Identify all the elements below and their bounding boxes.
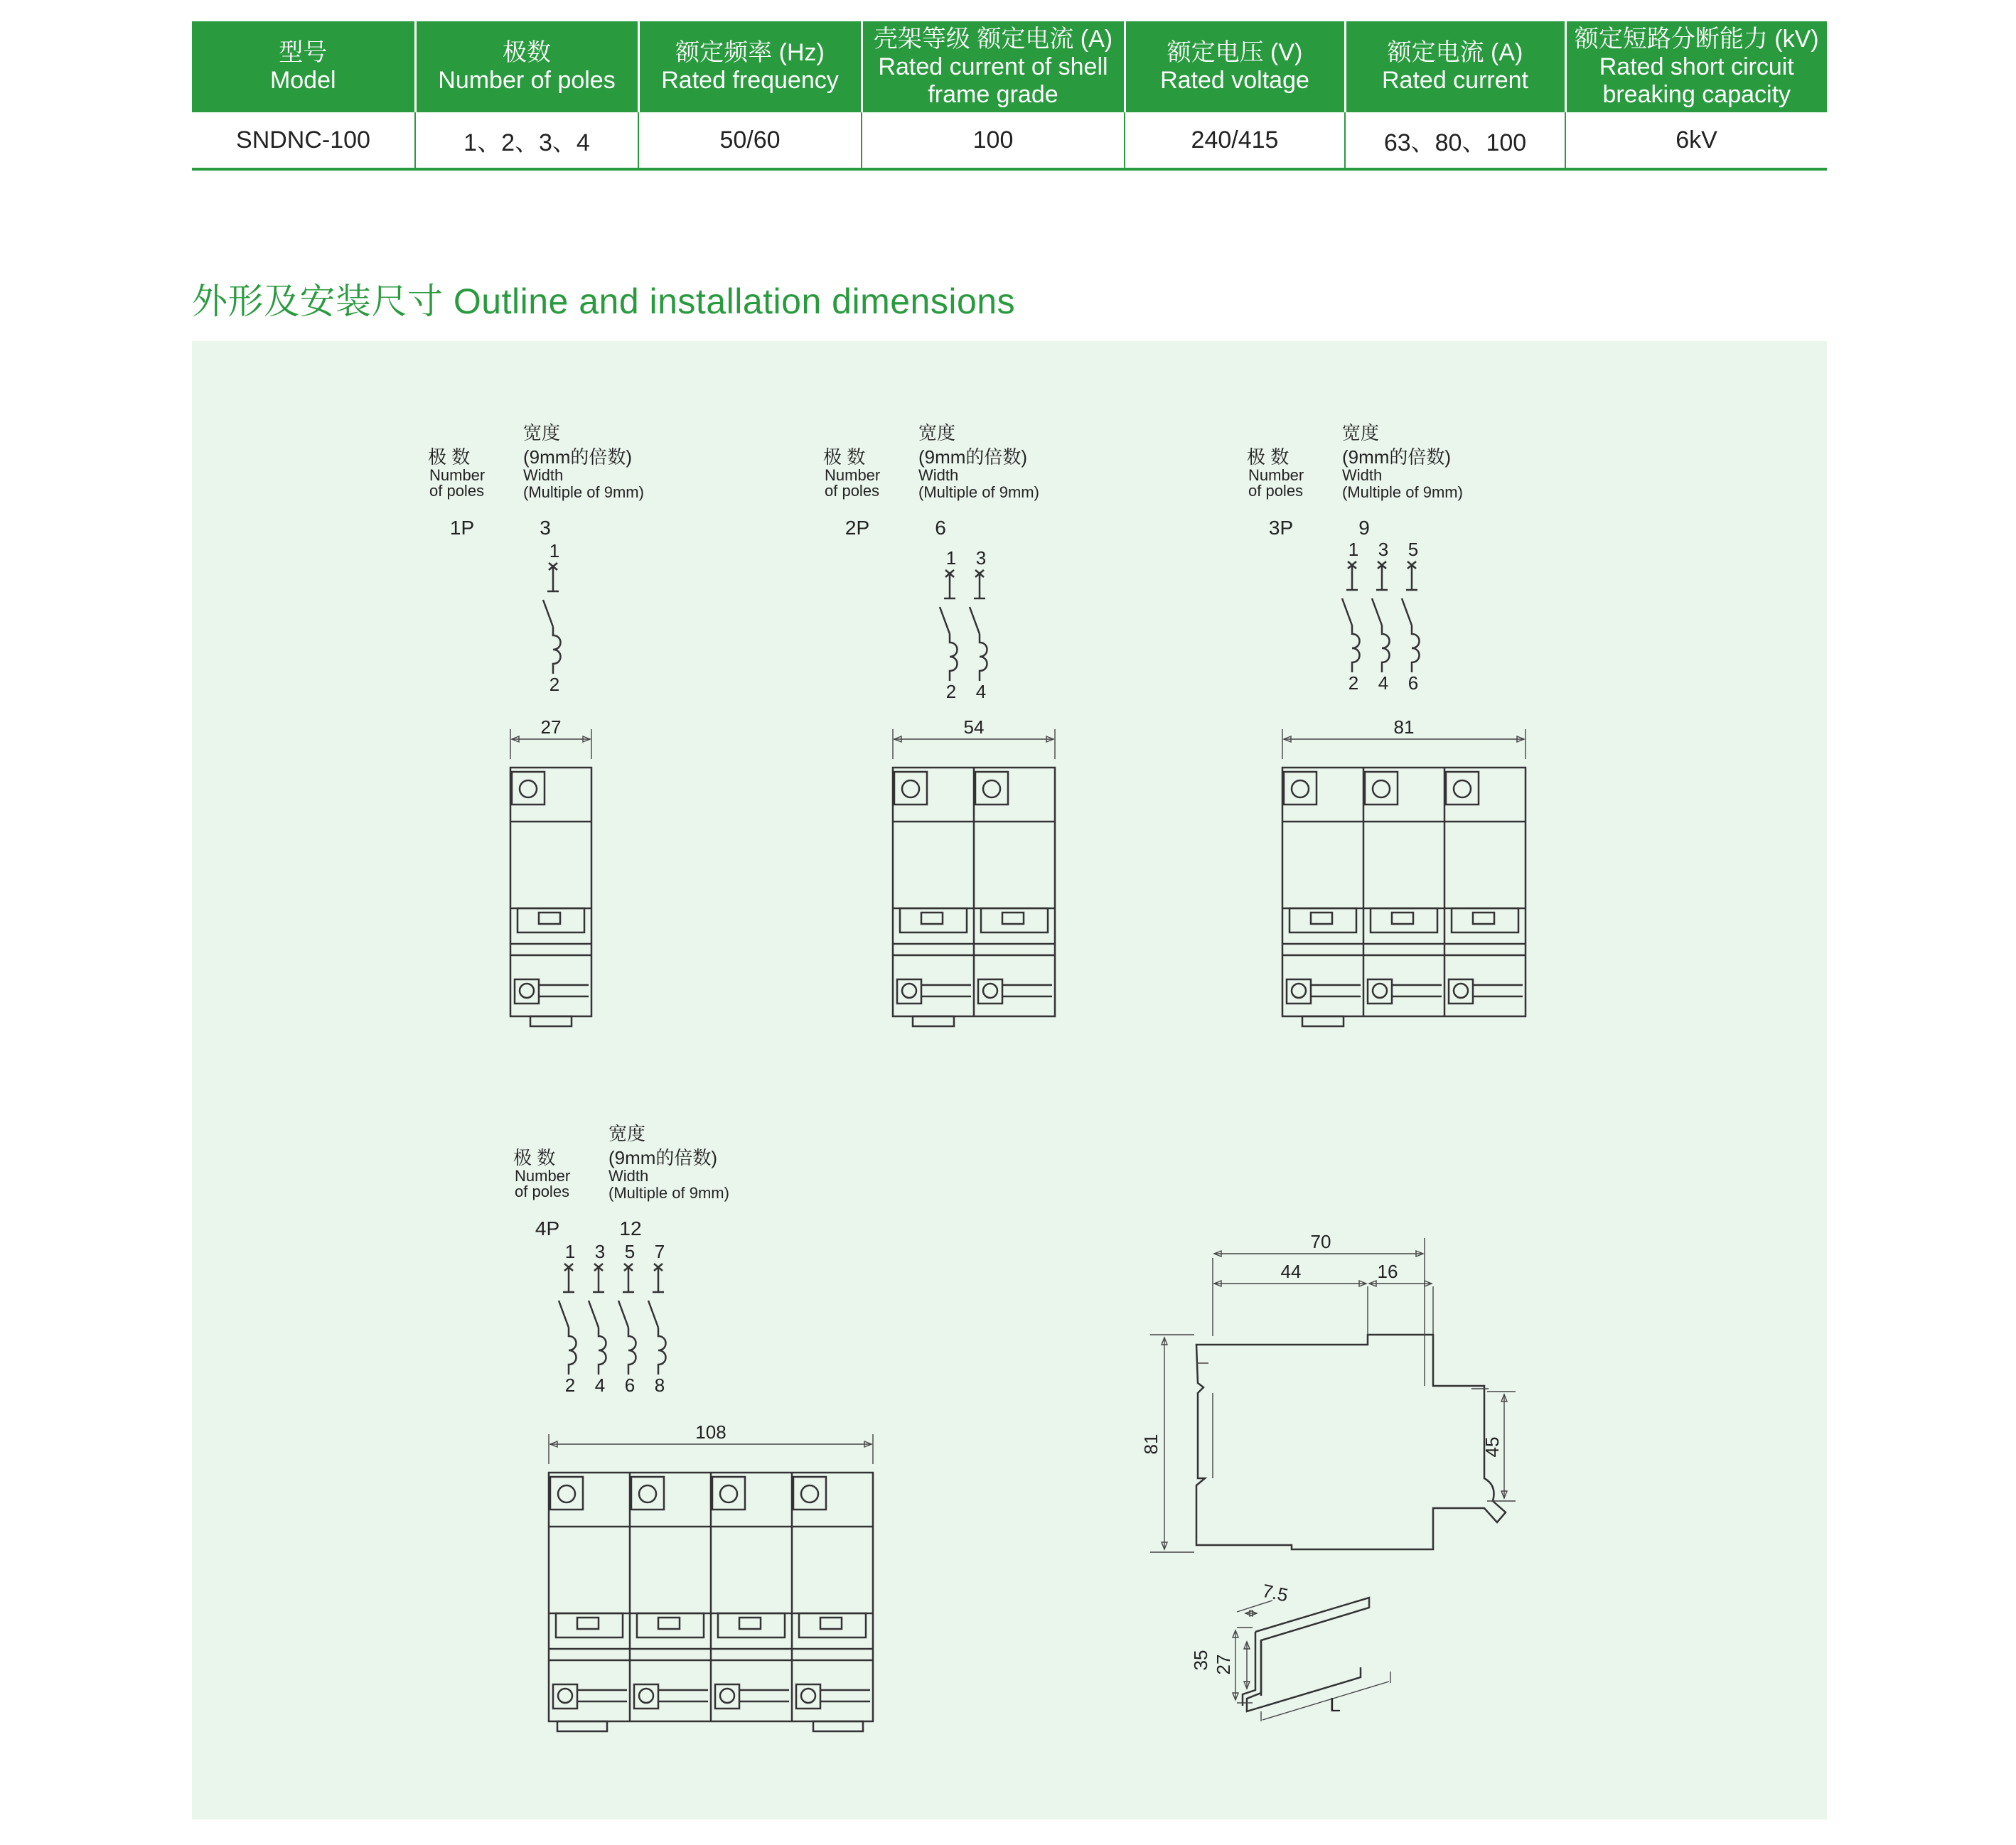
- dimension-label: 54: [963, 716, 985, 738]
- terminal-number: 6: [1408, 672, 1419, 694]
- drawing-path: [1196, 1335, 1506, 1549]
- din-rail: [1190, 1580, 1390, 1721]
- poles-value: 1P: [449, 517, 475, 539]
- section-title: 外形及安装尺寸 Outline and installation dimensions: [192, 281, 1016, 321]
- drawing-rect: [975, 772, 1008, 805]
- terminal-screw: [1373, 984, 1387, 998]
- poles-value: 4P: [535, 1217, 560, 1239]
- header-frame-current: 壳架等级 额定电流 (A) Rated current of shell frame grade: [862, 21, 1125, 112]
- drawing-line: [940, 607, 950, 634]
- drawing-path: [1382, 625, 1390, 672]
- terminal-screw: [520, 780, 537, 797]
- terminal-number: 5: [1408, 539, 1419, 560]
- pole-symbol: [618, 1241, 636, 1396]
- drawing-rect: [631, 1477, 664, 1510]
- drawing-path: [950, 634, 958, 681]
- terminal-screw: [520, 984, 534, 998]
- terminal-screw: [1292, 984, 1306, 998]
- width-dimension: [1282, 716, 1526, 759]
- drawing-rect: [921, 913, 943, 924]
- side-view: [1140, 1231, 1516, 1552]
- terminal-screw: [983, 984, 997, 998]
- drawing-path: [1243, 1632, 1255, 1706]
- dimension-label: 35: [1190, 1650, 1211, 1671]
- cell-model: SNDNC-100: [192, 112, 415, 169]
- header-model: 型号 Model: [192, 21, 415, 112]
- width-label-en: (Multiple of 9mm): [608, 1184, 729, 1202]
- pole-symbol: [559, 1241, 577, 1396]
- variant-1p: [428, 422, 644, 1026]
- width-label-zh: 宽度: [918, 422, 956, 443]
- header-current: 额定电流 (A) Rated current: [1345, 21, 1565, 112]
- cell-frame-current: 100: [862, 112, 1125, 169]
- drawing-rect: [913, 1016, 954, 1026]
- drawing-path: [658, 1328, 666, 1375]
- drawing-line: [618, 1301, 628, 1328]
- header-breaking-capacity: 额定短路分断能力 (kV) Rated short circuit breaking capacity: [1565, 21, 1827, 112]
- drawing-rect: [1473, 913, 1494, 924]
- drawing-rect: [539, 913, 560, 924]
- drawing-rect: [739, 1618, 761, 1629]
- terminal-screw: [639, 1485, 656, 1502]
- width-label-en: (Multiple of 9mm): [523, 483, 644, 501]
- width-label-en: Width: [918, 466, 959, 484]
- drawing-rect: [894, 772, 927, 805]
- width-value: 12: [619, 1217, 642, 1239]
- header-frequency: 额定频率 (Hz) Rated frequency: [638, 21, 862, 112]
- terminal-screw: [801, 1485, 818, 1502]
- poles-label-en: of poles: [825, 482, 880, 500]
- width-value: 6: [935, 517, 946, 539]
- drawing-rect: [1002, 913, 1024, 924]
- dimension-label: 108: [695, 1421, 726, 1443]
- terminal-number: 1: [945, 547, 957, 569]
- drawing-path: [569, 1328, 577, 1375]
- width-value: 3: [540, 517, 551, 539]
- table-row: [192, 112, 1827, 169]
- terminal-number: 2: [549, 674, 560, 695]
- pole-symbol: [970, 547, 987, 702]
- drawing-rect: [658, 1618, 680, 1629]
- drawing-line: [1402, 598, 1412, 625]
- header-poles: 极数 Number of poles: [415, 21, 638, 112]
- poles-label-zh: 极 数: [513, 1147, 556, 1168]
- drawing-path: [628, 1328, 636, 1375]
- dimension-label: 45: [1481, 1436, 1503, 1458]
- drawing-rect: [557, 1721, 607, 1731]
- drawing-panel: [192, 341, 1827, 1819]
- drawing-rect: [512, 772, 545, 805]
- poles-label-en: Number: [825, 466, 881, 484]
- width-dimension: [893, 716, 1055, 759]
- poles-value: 2P: [845, 517, 870, 539]
- poles-label-zh: 极 数: [823, 446, 866, 468]
- cell-frequency: 50/60: [638, 112, 862, 169]
- drawing-line: [589, 1301, 599, 1328]
- breaker-body: [510, 768, 591, 1026]
- drawing-path: [553, 627, 561, 674]
- terminal-number: 4: [1378, 672, 1389, 694]
- dimension-label: 44: [1280, 1261, 1302, 1282]
- width-label-zh: (9mm的倍数): [1342, 446, 1452, 468]
- width-label-zh: 宽度: [523, 422, 561, 443]
- terminal-number: 5: [624, 1241, 636, 1262]
- breaker-body: [549, 1473, 873, 1731]
- pole-symbol: [1402, 539, 1420, 694]
- drawing-path: [1352, 625, 1360, 672]
- drawing-rect: [1311, 913, 1332, 924]
- width-label-zh: 宽度: [608, 1123, 646, 1144]
- terminal-number: 3: [594, 1241, 606, 1262]
- terminal-number: 1: [564, 1241, 576, 1262]
- terminal-screw: [902, 984, 916, 998]
- pole-symbol: [1342, 539, 1360, 694]
- terminal-number: 3: [975, 547, 987, 569]
- terminal-screw: [801, 1689, 815, 1703]
- terminal-screw: [720, 1485, 737, 1502]
- width-label-zh: (9mm的倍数): [608, 1147, 718, 1168]
- drawing-rect: [793, 1477, 826, 1510]
- terminal-screw: [720, 1689, 734, 1703]
- width-label-en: (Multiple of 9mm): [918, 483, 1039, 501]
- drawing-path: [1247, 1598, 1369, 1711]
- drawing-rect: [1284, 772, 1317, 805]
- poles-label-en: of poles: [1248, 482, 1304, 500]
- poles-label-en: of poles: [515, 1183, 570, 1200]
- poles-label-en: Number: [515, 1167, 571, 1185]
- terminal-number: 2: [945, 681, 957, 702]
- terminal-number: 2: [564, 1375, 576, 1396]
- poles-label-en: Number: [429, 466, 486, 484]
- drawing-rect: [1302, 1016, 1344, 1026]
- drawing-rect: [1446, 772, 1479, 805]
- breaker-body: [893, 768, 1055, 1026]
- spec-table: [192, 21, 1827, 171]
- terminal-screw: [1454, 780, 1471, 797]
- drawing-rect: [1365, 772, 1398, 805]
- dimension-label: 81: [1140, 1433, 1162, 1455]
- drawing-path: [599, 1328, 606, 1375]
- width-label-en: Width: [523, 466, 564, 484]
- variant-2p: [823, 422, 1055, 1026]
- width-label-en: Width: [608, 1167, 649, 1185]
- width-label-zh: 宽度: [1342, 422, 1380, 443]
- breaker-body: [1282, 768, 1526, 1026]
- terminal-screw: [1373, 780, 1390, 797]
- cell-voltage: 240/415: [1125, 112, 1345, 169]
- drawing-rect: [1392, 913, 1413, 924]
- width-dimension: [510, 716, 591, 759]
- cell-poles: 1、2、3、4: [415, 112, 638, 169]
- terminal-number: 1: [1348, 539, 1359, 560]
- drawing-rect: [550, 1477, 583, 1510]
- drawing-rect: [577, 1618, 599, 1629]
- drawing-line: [543, 600, 553, 627]
- drawing-rect: [820, 1618, 842, 1629]
- drawing-rect: [1282, 768, 1526, 1016]
- terminal-screw: [1292, 780, 1309, 797]
- terminal-number: 1: [549, 540, 560, 561]
- table-header-row: [192, 21, 1827, 112]
- poles-label-zh: 极 数: [428, 446, 471, 468]
- header-voltage: 额定电压 (V) Rated voltage: [1125, 21, 1345, 112]
- terminal-number: 4: [975, 681, 987, 702]
- drawing-line: [559, 1301, 569, 1328]
- terminal-number: 6: [624, 1375, 636, 1396]
- terminal-number: 2: [1348, 672, 1359, 694]
- drawing-line: [1342, 598, 1352, 625]
- terminal-screw: [1454, 984, 1468, 998]
- width-label-en: (Multiple of 9mm): [1342, 483, 1463, 501]
- dimension-label: 16: [1377, 1261, 1398, 1282]
- drawing-line: [648, 1301, 658, 1328]
- drawing-line: [1372, 598, 1382, 625]
- dimension-drawings: [192, 341, 1827, 1819]
- dimension-label: 27: [540, 716, 562, 738]
- variant-4p: [513, 1123, 873, 1731]
- dimension-label: 70: [1310, 1231, 1331, 1252]
- drawing-rect: [813, 1721, 863, 1731]
- width-label-en: Width: [1342, 466, 1383, 484]
- width-value: 9: [1358, 517, 1370, 539]
- dimension-label: 7.5: [1260, 1579, 1290, 1606]
- pole-symbol: [940, 547, 958, 702]
- pole-symbol: [648, 1241, 666, 1396]
- width-dimension: [549, 1421, 873, 1464]
- drawing-path: [1412, 625, 1420, 672]
- terminal-screw: [639, 1689, 653, 1703]
- terminal-number: 7: [654, 1241, 665, 1262]
- poles-label-en: of poles: [429, 482, 485, 500]
- drawing-line: [1237, 1601, 1272, 1612]
- drawing-path: [980, 634, 987, 681]
- terminal-number: 3: [1378, 539, 1389, 560]
- terminal-screw: [902, 780, 919, 797]
- pole-symbol: [1372, 539, 1390, 694]
- drawing-rect: [530, 1016, 572, 1026]
- poles-label-en: Number: [1248, 466, 1304, 484]
- poles-value: 3P: [1268, 517, 1294, 539]
- dimension-label: L: [1329, 1694, 1341, 1716]
- terminal-number: 8: [654, 1375, 665, 1396]
- terminal-screw: [558, 1485, 575, 1502]
- poles-label-zh: 极 数: [1247, 446, 1290, 468]
- variant-3p: [1247, 422, 1526, 1026]
- pole-symbol: [543, 540, 561, 695]
- width-label-zh: (9mm的倍数): [918, 446, 1028, 468]
- drawing-rect: [712, 1477, 745, 1510]
- dimension-label: 27: [1213, 1654, 1234, 1675]
- drawing-line: [970, 607, 980, 634]
- pole-symbol: [589, 1241, 606, 1396]
- terminal-number: 4: [594, 1375, 606, 1396]
- width-label-zh: (9mm的倍数): [523, 446, 633, 468]
- dimension-label: 81: [1393, 716, 1415, 738]
- terminal-screw: [558, 1689, 572, 1703]
- cell-breaking-capacity: 6kV: [1565, 112, 1827, 169]
- cell-current: 63、80、100: [1345, 112, 1565, 169]
- terminal-screw: [983, 780, 1000, 797]
